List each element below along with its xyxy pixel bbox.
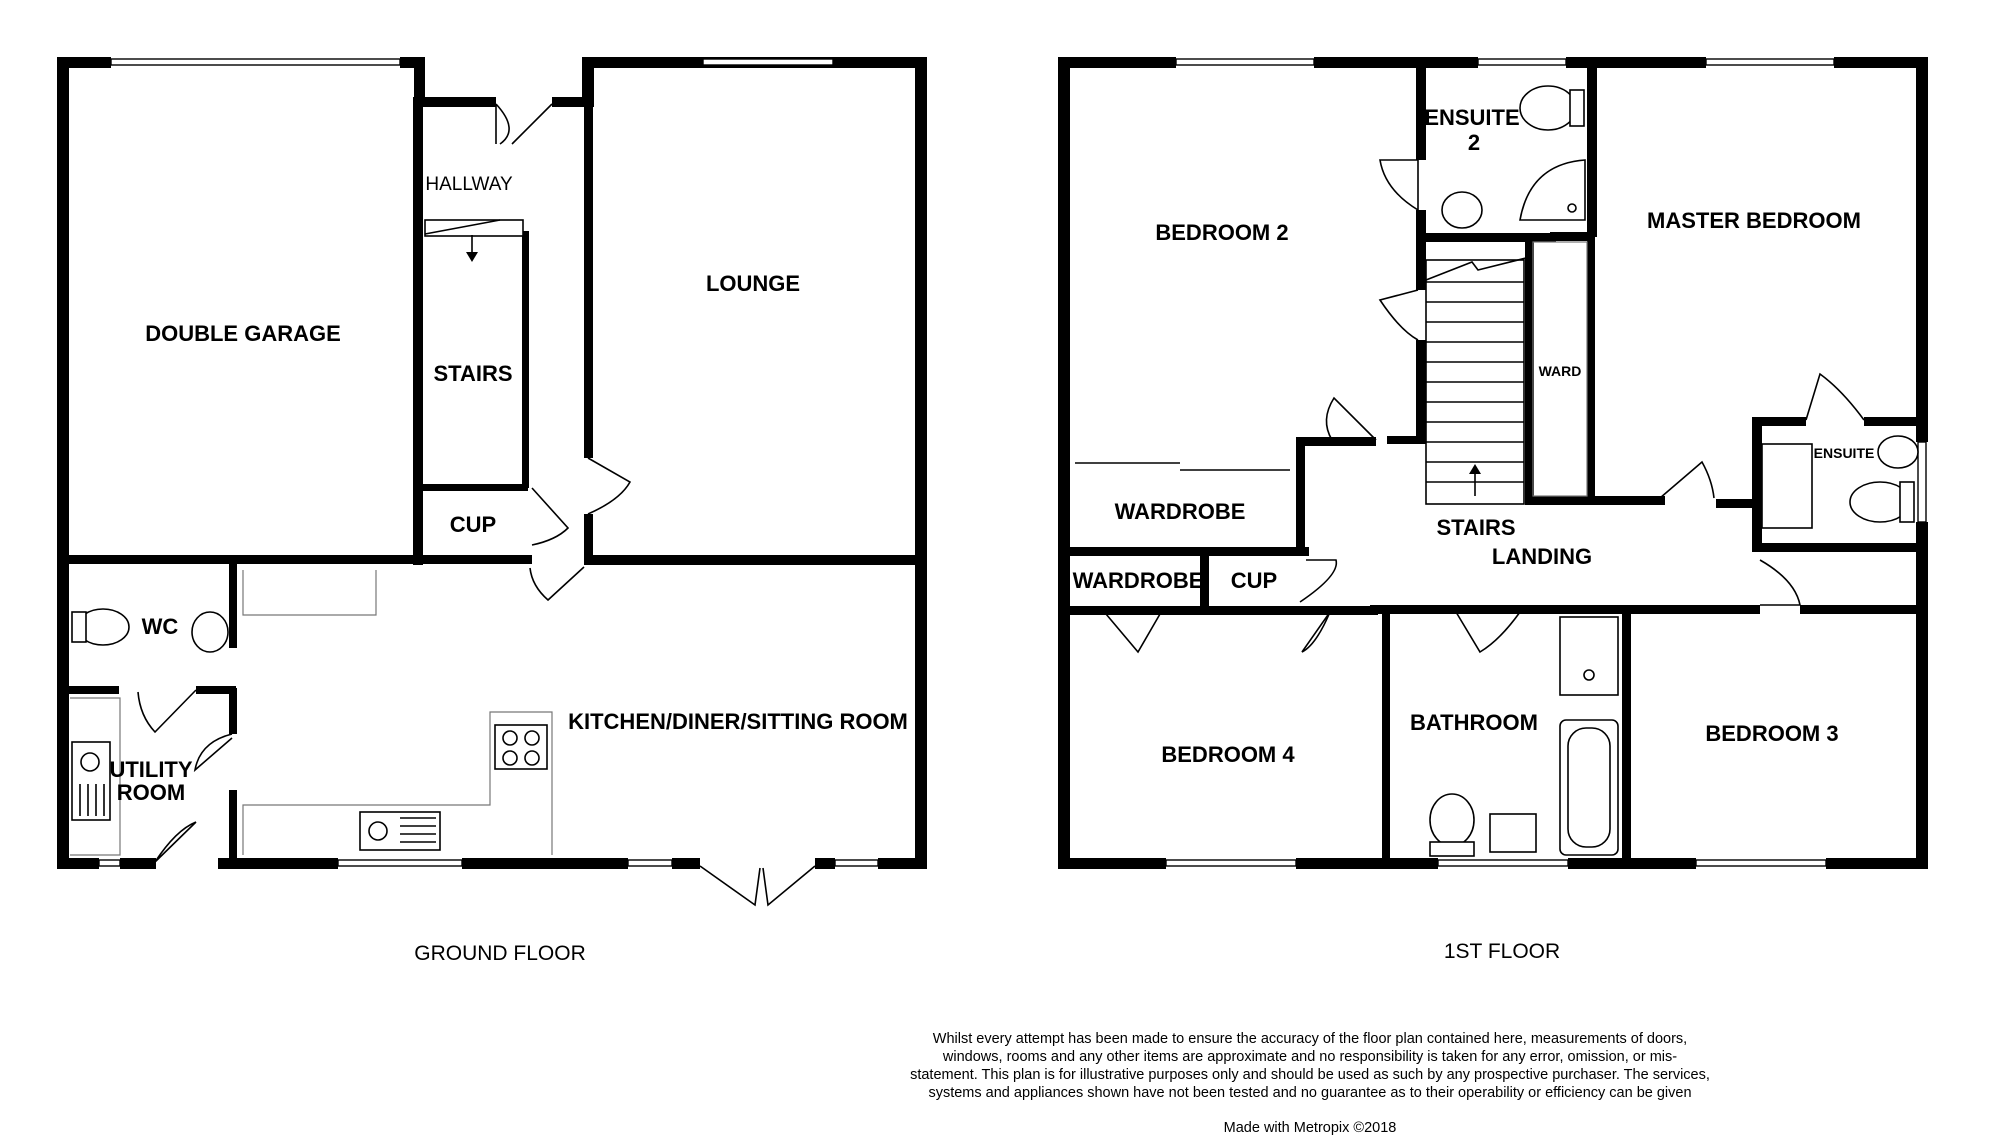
room-label-bedroom-3: BEDROOM 3 [1705, 721, 1839, 746]
first-exterior-wall [1296, 858, 1438, 869]
room-label-cup: CUP [1230, 568, 1278, 593]
first-exterior-wall [1916, 522, 1928, 869]
room-label-bathroom: BATHROOM [1410, 710, 1538, 735]
first-interior-wall [1800, 605, 1928, 614]
bathroom-cistern-icon [1430, 842, 1474, 856]
ground-exterior-wall [57, 57, 111, 68]
ground-interior-wall [57, 686, 119, 694]
first-interior-wall [1622, 605, 1631, 869]
ensuite2-cistern-icon [1570, 90, 1584, 126]
room-label-double-garage: DOUBLE GARAGE [145, 321, 341, 346]
utility-back-door [155, 822, 196, 862]
window [1438, 860, 1568, 866]
kitchen-door [530, 567, 584, 600]
ground-exterior-wall [672, 858, 700, 869]
room-label-hallway: HALLWAY [425, 174, 513, 195]
room-label-landing: LANDING [1491, 544, 1593, 569]
ground-interior-wall [57, 555, 421, 564]
first-interior-wall [1587, 237, 1595, 267]
room-label-bedroom-4: BEDROOM 4 [1161, 742, 1295, 767]
master-bedroom-door [1660, 462, 1714, 498]
room-label-ensuite-2-number: 2 [1467, 130, 1481, 155]
bathtub-inner-icon [1568, 728, 1610, 847]
wc-cistern-icon [72, 612, 86, 642]
window [1918, 442, 1926, 522]
hob-ring-icon [525, 751, 539, 765]
first-interior-wall [1370, 605, 1760, 614]
first-interior-wall [1416, 233, 1556, 242]
ground-exterior-wall [414, 97, 496, 107]
window [703, 59, 833, 65]
first-interior-wall [1587, 267, 1595, 505]
room-label-ensuite-2: ENSUITE [1424, 105, 1520, 130]
hob-icon [495, 725, 547, 769]
master-ensuite-door [1806, 374, 1864, 420]
window [99, 860, 120, 866]
bathroom-basin-icon [1490, 814, 1536, 852]
window [1166, 860, 1296, 866]
room-label-lounge: LOUNGE [705, 271, 801, 296]
ground-exterior-wall [815, 858, 835, 869]
ground-exterior-wall [414, 57, 425, 99]
ground-interior-wall [196, 686, 236, 694]
bathroom-toilet-icon [1430, 794, 1474, 846]
front-door [496, 104, 552, 144]
master-ensuite-cistern-icon [1900, 482, 1914, 522]
room-label-stairs: STAIRS [433, 361, 513, 386]
first-interior-wall [1587, 62, 1597, 237]
ground-interior-wall [522, 231, 529, 488]
ground-exterior-wall [462, 858, 628, 869]
window [1706, 59, 1834, 65]
window [1696, 860, 1826, 866]
ground-exterior-wall [915, 57, 927, 869]
kitchen-counter [243, 570, 376, 615]
window [1176, 59, 1314, 65]
cupboard-door [1300, 560, 1336, 602]
first-interior-wall [1752, 417, 1762, 551]
first-exterior-wall [1916, 57, 1928, 442]
lounge-door [588, 458, 630, 514]
first-interior-wall [1382, 605, 1390, 869]
ground-exterior-wall [57, 858, 99, 869]
hob-ring-icon [525, 731, 539, 745]
room-label-bedroom-2: BEDROOM 2 [1155, 220, 1289, 245]
window [1478, 59, 1566, 65]
bedroom3-door [1760, 560, 1800, 605]
room-label-cup: CUP [449, 512, 497, 537]
hob-ring-icon [503, 751, 517, 765]
room-label-wardrobe: WARDROBE [1114, 499, 1246, 524]
room-label-stairs: STAIRS [1436, 515, 1516, 540]
first-exterior-wall [1568, 858, 1696, 869]
first-exterior-wall [1834, 57, 1928, 68]
utility-sink-bowl-icon [81, 753, 99, 771]
first-interior-wall [1416, 210, 1426, 290]
cupboard-door [532, 488, 568, 545]
master-ensuite-basin-icon [1878, 436, 1918, 468]
first-interior-wall [1296, 437, 1376, 446]
room-label-utility: UTILITY [109, 757, 193, 782]
wardrobe-door [1106, 614, 1160, 652]
room-label-utility-room: ROOM [116, 780, 186, 805]
first-interior-wall [1595, 496, 1665, 505]
room-label-wc: WC [141, 614, 179, 639]
first-exterior-wall [1058, 858, 1166, 869]
ensuite2-shower-drain-icon [1568, 204, 1576, 212]
first-floor-title: 1ST FLOOR [1443, 940, 1561, 963]
wc-basin-icon [192, 612, 228, 652]
ground-interior-wall [418, 555, 532, 564]
bedroom4-door [1302, 612, 1372, 652]
hob-ring-icon [503, 731, 517, 745]
first-interior-wall [1752, 543, 1928, 552]
bathroom-shower-drain-icon [1584, 670, 1594, 680]
first-interior-wall [1296, 437, 1305, 547]
utility-door [195, 734, 232, 770]
patio-doors [700, 866, 815, 905]
bathroom-shower-icon [1560, 617, 1618, 695]
first-interior-wall [1716, 499, 1756, 508]
first-interior-wall [1416, 340, 1426, 440]
wc-door [138, 690, 196, 732]
room-label-wardrobe-small: WARDROBE [1072, 568, 1204, 593]
ground-exterior-wall [57, 57, 69, 869]
window [111, 59, 400, 65]
window [338, 860, 462, 866]
master-ensuite-shower-icon [1762, 444, 1812, 528]
ensuite2-basin-icon [1442, 192, 1482, 228]
first-interior-wall [1070, 547, 1309, 556]
metropix-credit: Made with Metropix ©2018 [1223, 1120, 1397, 1136]
room-label-master-bedroom: MASTER BEDROOM [1647, 208, 1861, 233]
first-exterior-wall [1058, 57, 1070, 869]
stair-arrowhead [466, 252, 478, 262]
room-label-ward: WARD [1538, 363, 1582, 379]
bedroom2-door [1380, 290, 1418, 340]
first-exterior-wall [1058, 57, 1176, 68]
ground-interior-wall [418, 484, 528, 491]
ground-floor-title: GROUND FLOOR [414, 942, 586, 965]
bedroom2-landing-door [1326, 398, 1376, 440]
wardrobe-sliding-door [1075, 463, 1290, 470]
first-interior-wall [1864, 417, 1928, 426]
stair-landing [425, 220, 523, 236]
room-label-kitchen: KITCHEN/DINER/SITTING ROOM [568, 709, 908, 734]
first-exterior-wall [1826, 858, 1928, 869]
ground-interior-wall [229, 560, 237, 648]
ground-interior-wall [229, 790, 237, 869]
kitchen-sink-bowl-icon [369, 822, 387, 840]
ensuite2-door [1380, 160, 1418, 210]
window [628, 860, 672, 866]
ground-exterior-wall [878, 858, 927, 869]
window [835, 860, 878, 866]
room-label-ensuite: ENSUITE [1813, 445, 1875, 461]
ground-floor-plan [57, 57, 927, 965]
first-interior-wall [1525, 496, 1595, 505]
ground-exterior-wall [120, 858, 156, 869]
ensuite2-toilet-icon [1520, 86, 1576, 130]
bathroom-door [1456, 612, 1520, 652]
ground-interior-wall [584, 66, 593, 458]
disclaimer-text: Whilst every attempt has been made to ensure the accuracy of the floor plan contained here, measurements of doors, windows, rooms and any other items are approximate and no responsibility is taken for any error, omission, or mis-statement. This plan is for illustrative purposes only and should be used as such by any prospective purchaser. The services, systems and appliances shown have not been tested and no guarantee as to their operability or efficiency can be given [910, 1031, 1710, 1101]
first-interior-wall [1387, 436, 1426, 444]
first-floor-plan [1058, 57, 1928, 963]
first-interior-wall [1064, 606, 1378, 615]
ground-interior-wall [584, 555, 927, 565]
ground-interior-wall [229, 688, 237, 734]
ground-interior-wall [413, 97, 423, 565]
first-exterior-wall [1314, 57, 1478, 68]
